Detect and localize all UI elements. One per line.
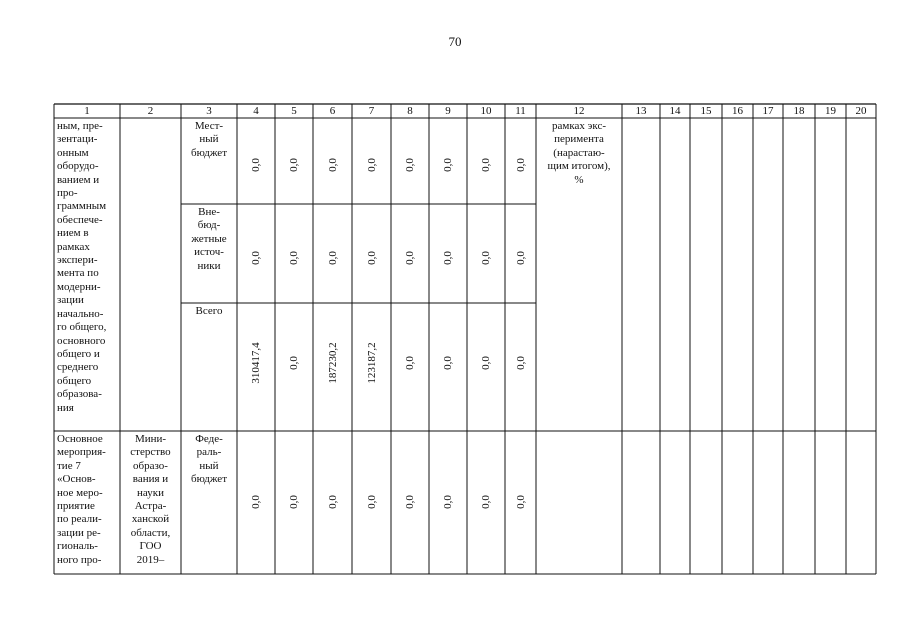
header-col-16: 16 (732, 105, 743, 117)
value-a2-col4: 0,0 (250, 250, 262, 265)
value-b1-col11: 0,0 (514, 495, 527, 509)
value-a3-col8: 0,0 (404, 356, 416, 370)
header-col-17: 17 (762, 105, 774, 117)
header-col-13: 13 (635, 105, 647, 117)
value-a3-col6: 187230,2 (326, 342, 339, 384)
header-col-19: 19 (825, 105, 836, 117)
header-col-6: 6 (329, 105, 336, 117)
value-a3-col10: 0,0 (480, 356, 492, 370)
value-a1-col8: 0,0 (404, 158, 416, 172)
value-a3-col5: 0,0 (288, 356, 300, 370)
value-a3-col11: 0,0 (514, 356, 527, 370)
value-a2-col10: 0,0 (480, 250, 492, 265)
value-b1-col10: 0,0 (480, 495, 492, 509)
value-a1-col11: 0,0 (514, 158, 527, 172)
value-a2-col6: 0,0 (326, 250, 339, 265)
header-col-11: 11 (515, 105, 526, 117)
value-b1-col8: 0,0 (404, 495, 416, 509)
value-b1-col5: 0,0 (288, 495, 300, 509)
header-col-18: 18 (793, 105, 805, 117)
value-a3-col4: 310417,4 (250, 342, 262, 384)
header-col-15: 15 (700, 105, 712, 117)
value-a1-col7: 0,0 (365, 158, 378, 172)
row-b-source-1: Феде- раль- ный бюджет (191, 433, 227, 486)
row-a-source-2: Вне- бюд- жетные источ- ники (191, 206, 227, 272)
value-a1-col4: 0,0 (250, 158, 262, 172)
row-a-name: ным, пре- зентаци- онным оборудо- ванием и про- граммным обеспече- нием в рамках экспери- мента по модерни- зации начально- го общего, основного общего и среднего общего образова- ния (57, 120, 107, 414)
header-col-8: 8 (407, 105, 413, 117)
value-a2-col11: 0,0 (514, 250, 527, 265)
header-col-3: 3 (206, 105, 212, 117)
row-a-indicator: рамках экс- перимента (нарастаю- щим итогом), % (547, 120, 611, 186)
header-col-2: 2 (147, 105, 154, 117)
value-a2-col5: 0,0 (288, 250, 300, 265)
header-col-14: 14 (669, 105, 681, 117)
row-a-source-1: Мест- ный бюджет (191, 120, 227, 159)
row-a-source-3: Всего (195, 305, 223, 317)
value-a1-col10: 0,0 (480, 158, 492, 172)
value-a1-col6: 0,0 (326, 158, 339, 172)
header-col-10: 10 (480, 105, 492, 117)
value-b1-col6: 0,0 (326, 495, 339, 509)
header-col-7: 7 (368, 105, 375, 117)
row-b-name: Основное мероприя- тие 7 «Основ- ное меро- приятие по реали- зации ре- гиональ- ного про- (57, 433, 106, 566)
value-a2-col7: 0,0 (365, 250, 378, 265)
header-col-20: 20 (855, 105, 867, 117)
value-a2-col9: 0,0 (442, 250, 454, 265)
header-col-1: 1 (84, 105, 90, 117)
header-col-5: 5 (291, 105, 297, 117)
value-b1-col9: 0,0 (442, 495, 454, 509)
value-a1-col5: 0,0 (288, 158, 300, 172)
row-b-executor: Мини- стерство образо- вания и науки Астра- ханской области, ГОО 2019– (130, 433, 171, 566)
value-b1-col7: 0,0 (365, 495, 378, 509)
value-a2-col8: 0,0 (404, 250, 416, 265)
header-col-12: 12 (573, 105, 585, 117)
value-a3-col9: 0,0 (442, 356, 454, 370)
value-a3-col7: 123187,2 (365, 342, 378, 384)
value-a1-col9: 0,0 (442, 158, 454, 172)
header-col-9: 9 (445, 105, 451, 117)
header-col-4: 4 (253, 105, 259, 117)
page-number: 70 (448, 34, 462, 49)
value-b1-col4: 0,0 (250, 495, 262, 509)
